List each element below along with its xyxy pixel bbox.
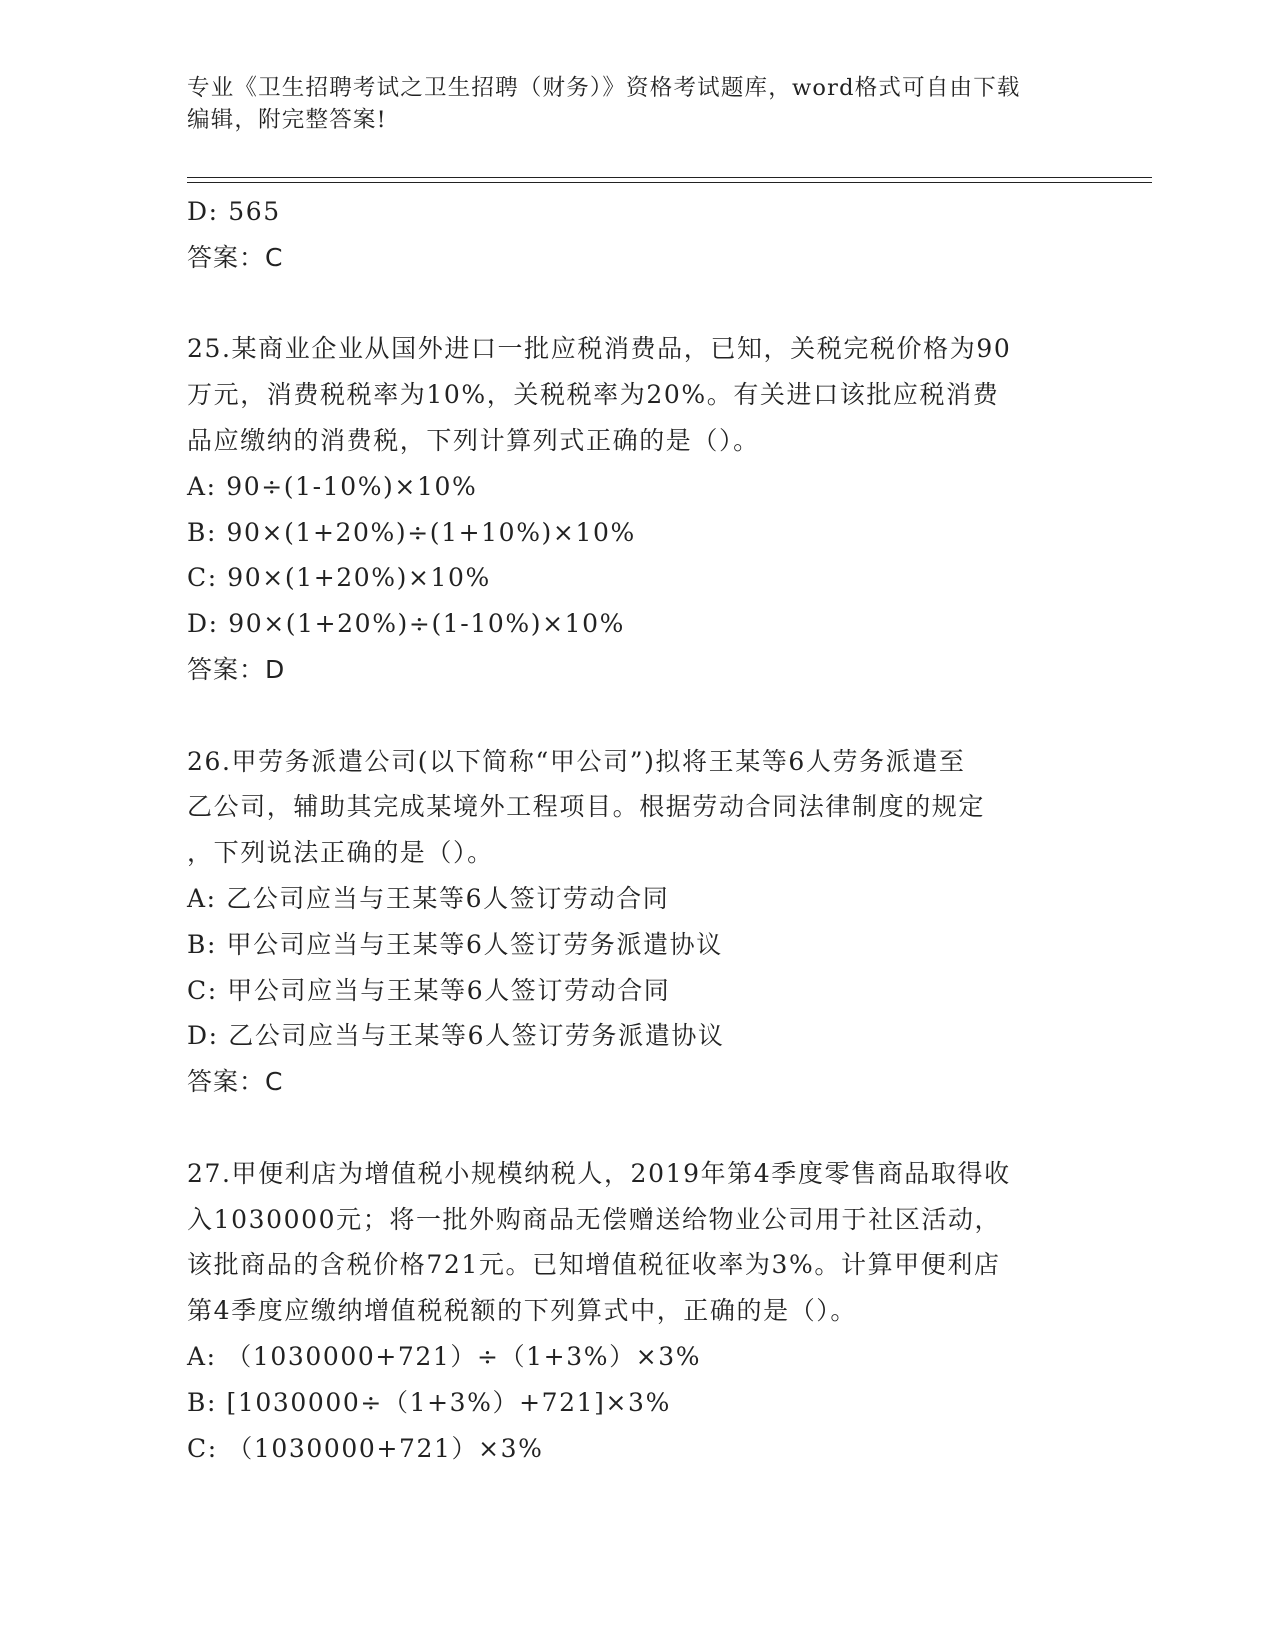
question-text-line: 该批商品的含税价格721元。已知增值税征收率为3%。计算甲便利店	[187, 1250, 1001, 1280]
option-a: A: （1030000+721）÷（1+3%）×3%	[187, 1341, 702, 1371]
question-text-line: ，下列说法正确的是（）。	[187, 838, 494, 868]
spacer	[187, 693, 1097, 739]
option-b: B: 90×(1+20%)÷(1+10%)×10%	[187, 517, 636, 547]
option-c: C: 甲公司应当与王某等6人签订劳动合同	[187, 975, 671, 1005]
question-text-line: 26.甲劳务派遣公司(以下简称“甲公司”)拟将王某等6人劳务派遣至	[187, 746, 966, 776]
previous-option-d: D: 565	[187, 197, 281, 226]
question-text-line: 27.甲便利店为增值税小规模纳税人，2019年第4季度零售商品取得收	[187, 1158, 1011, 1188]
option-d: D: 乙公司应当与王某等6人签订劳务派遣协议	[187, 1021, 725, 1051]
question-25	[187, 326, 1097, 692]
spacer	[187, 1105, 1097, 1151]
header-rule-bottom	[187, 182, 1152, 183]
question-text-line: 乙公司，辅助其完成某境外工程项目。根据劳动合同法律制度的规定	[187, 792, 986, 822]
question-26	[187, 739, 1097, 1105]
option-a: A: 90÷(1-10%)×10%	[187, 471, 478, 501]
question-text-line: 万元，消费税税率为10%，关税税率为20%。有关进口该批应税消费	[187, 380, 1000, 410]
question-text-line: 品应缴纳的消费税，下列计算列式正确的是（）。	[187, 425, 760, 455]
answer: 答案：D	[187, 654, 286, 684]
page-header	[187, 72, 1087, 136]
header-rule-top	[187, 177, 1152, 178]
option-d: D: 90×(1+20%)÷(1-10%)×10%	[187, 609, 625, 639]
document-body	[187, 189, 1097, 1471]
previous-answer: 答案：C	[187, 242, 284, 272]
option-c: C: （1030000+721）×3%	[187, 1433, 544, 1463]
option-c: C: 90×(1+20%)×10%	[187, 563, 491, 593]
question-text-line: 入1030000元；将一批外购商品无偿赠送给物业公司用于社区活动，	[187, 1204, 1002, 1234]
question-text-line: 25.某商业企业从国外进口一批应税消费品，已知，关税完税价格为90	[187, 334, 1012, 364]
option-a: A: 乙公司应当与王某等6人签订劳动合同	[187, 883, 670, 913]
spacer	[187, 281, 1097, 327]
option-b: B: 甲公司应当与王某等6人签订劳务派遣协议	[187, 929, 723, 959]
answer: 答案：C	[187, 1067, 284, 1097]
header-line-2: 编辑，附完整答案!	[187, 107, 387, 133]
option-b: B: [1030000÷（1+3%）+721]×3%	[187, 1387, 671, 1417]
question-27	[187, 1151, 1097, 1472]
question-text-line: 第4季度应缴纳增值税税额的下列算式中，正确的是（）。	[187, 1296, 858, 1326]
header-line-1: 专业《卫生招聘考试之卫生招聘（财务）》资格考试题库，word格式可自由下载	[187, 75, 1021, 101]
